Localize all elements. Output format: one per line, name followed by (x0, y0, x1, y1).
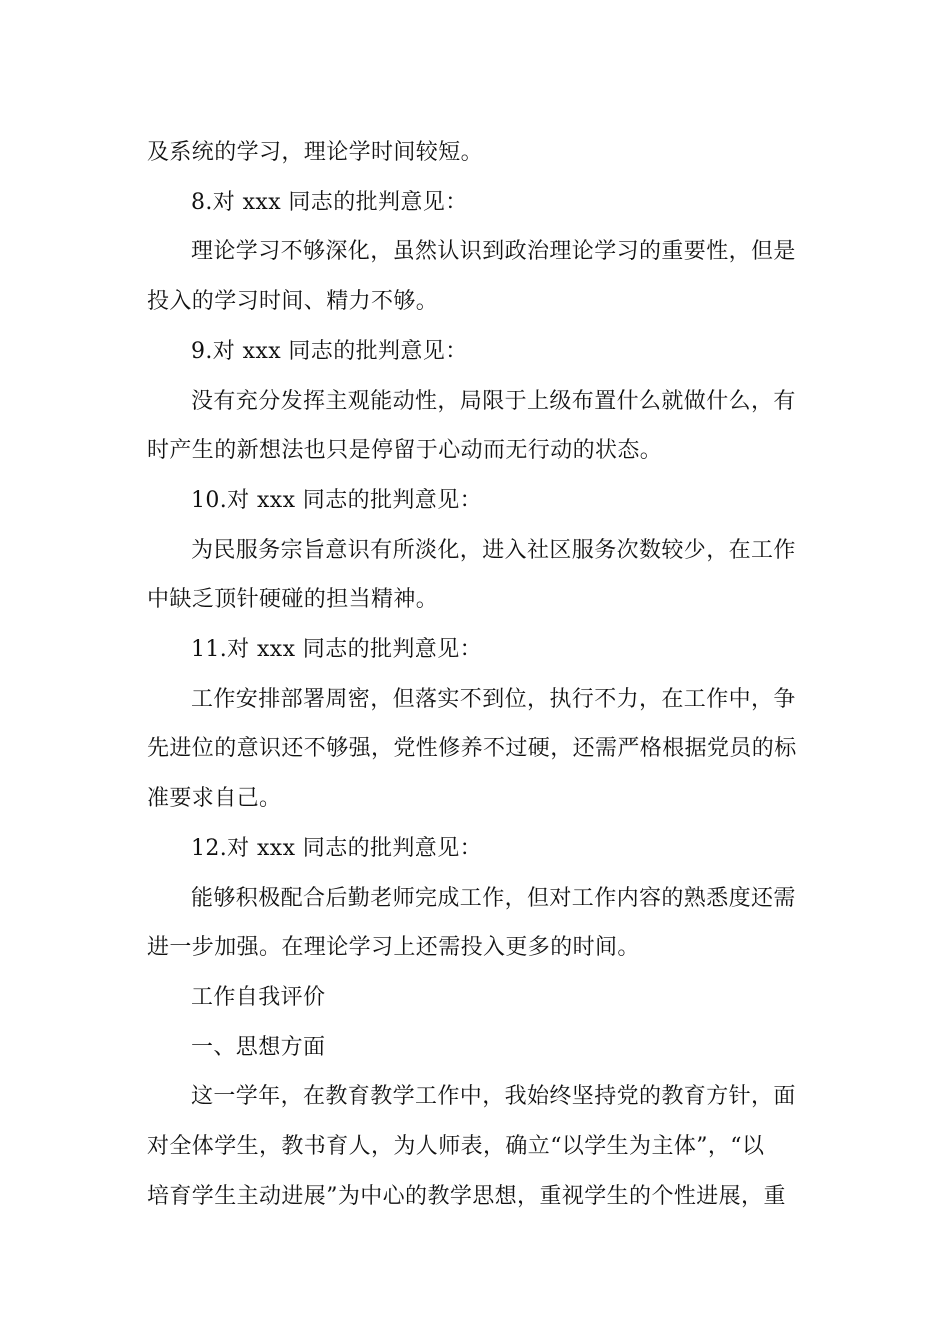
text-line: 为民服务宗旨意识有所淡化，进入社区服务次数较少，在工作 (191, 537, 796, 563)
text-line: 一、思想方面 (191, 1034, 326, 1060)
text-line: 进一步加强。在理论学习上还需投入更多的时间。 (147, 935, 640, 961)
paragraph (147, 227, 807, 326)
document-body (147, 128, 807, 1221)
text-line: 能够积极配合后勤老师完成工作，但对工作内容的熟悉度还需 (191, 885, 796, 911)
paragraph (147, 526, 807, 625)
text-line: 10.对 xxx 同志的批判意见： (191, 487, 482, 513)
text-line: 9.对 xxx 同志的批判意见： (191, 338, 468, 364)
paragraph (147, 128, 807, 178)
text-line: 准要求自己。 (147, 786, 282, 812)
text-line: 没有充分发挥主观能动性，局限于上级布置什么就做什么，有 (191, 388, 796, 414)
text-line: 先进位的意识还不够强，党性修养不过硬，还需严格根据党员的标 (147, 736, 797, 762)
text-line: 12.对 xxx 同志的批判意见： (191, 835, 482, 861)
paragraph (147, 675, 807, 824)
text-line: 工作自我评价 (191, 984, 326, 1010)
paragraph (147, 327, 807, 377)
text-line: 理论学习不够深化，虽然认识到政治理论学习的重要性，但是 (191, 239, 796, 265)
text-line: 11.对 xxx 同志的批判意见： (191, 637, 482, 663)
paragraph (147, 377, 807, 476)
text-line: 工作安排部署周密，但落实不到位，执行不力，在工作中，争 (191, 686, 796, 712)
paragraph (147, 1072, 807, 1221)
paragraph (147, 1023, 807, 1073)
paragraph (147, 625, 807, 675)
text-line: 培育学生主动进展”为中心的教学思想，重视学生的个性进展，重 (147, 1183, 786, 1209)
text-line: 对全体学生，教书育人，为人师表，确立“以学生为主体”，“以 (147, 1134, 765, 1160)
text-line: 中缺乏顶针硬碰的担当精神。 (147, 587, 439, 613)
paragraph (147, 824, 807, 874)
text-line: 投入的学习时间、精力不够。 (147, 289, 439, 315)
text-line: 8.对 xxx 同志的批判意见： (191, 189, 468, 215)
paragraph (147, 874, 807, 973)
paragraph (147, 178, 807, 228)
text-line: 及系统的学习，理论学时间较短。 (147, 140, 484, 165)
text-line: 时产生的新想法也只是停留于心动而无行动的状态。 (147, 438, 663, 464)
paragraph (147, 476, 807, 526)
paragraph (147, 973, 807, 1023)
text-line: 这一学年，在教育教学工作中，我始终坚持党的教育方针，面 (191, 1084, 796, 1110)
